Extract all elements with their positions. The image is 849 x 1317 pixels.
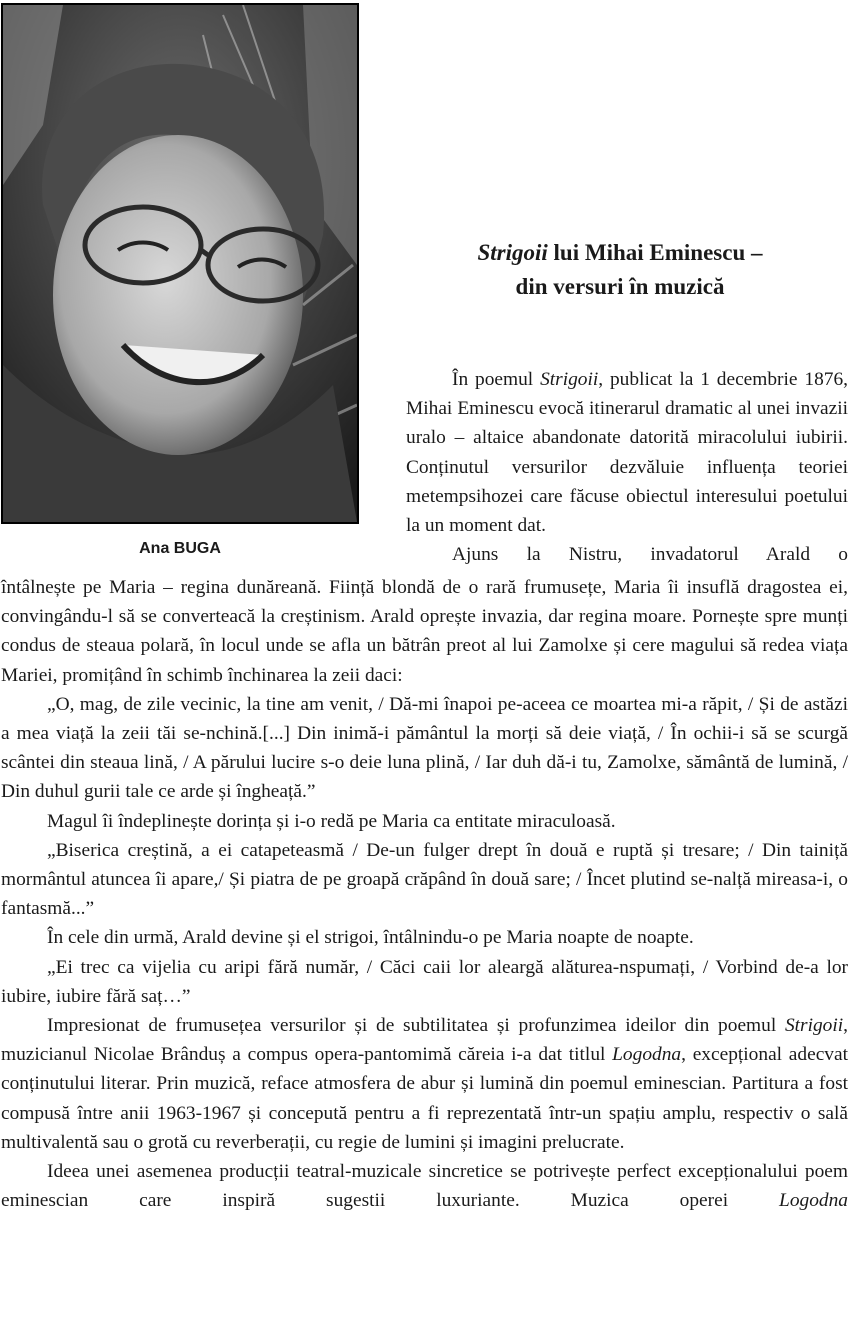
title-line-2: din versuri în muzică [515, 274, 725, 299]
p5-italic-logodna: Logodna [612, 1044, 682, 1066]
p6-italic-logodna: Logodna [779, 1190, 848, 1212]
quote-2: „Biserica creștină, a ei catapeteasmă / De-un fulger drept în două e ruptă și tresare; / Din tainiță mormântul atuncea îi apare,/ Și piatra de pe groapă crăpând în două sare; / Încet plutind se-nalță mireasa-i, o fantasmă...” [1, 839, 848, 920]
p6-text-a: Ideea unei asemenea producții teatral-muzicale sincretice se potrivește perfect excepționalului poem eminescian care inspiră sugestii luxuriante. Muzica operei [1, 1161, 848, 1212]
intro-text-a: În poemul [452, 369, 541, 390]
title-italic-word: Strigoii [477, 240, 548, 265]
author-photo [1, 3, 359, 524]
photo-caption: Ana BUGA [139, 540, 221, 557]
intro-italic: Strigoii [540, 369, 599, 390]
paragraph-2-start: Ajuns la Nistru, invadatorul Arald o [452, 544, 848, 566]
portrait-image [3, 5, 357, 522]
paragraph-3: Magul îi îndeplinește dorința și i-o redă pe Maria ca entitate miraculoasă. [47, 810, 616, 832]
p5-italic-strigoii: Strigoii [784, 1015, 844, 1037]
intro-paragraph [406, 365, 848, 540]
paragraph-2-cont: întâlnește pe Maria – regina dunăreană. Ființă blondă de o rară frumusețe, Maria îi insuflă dragostea ei, convingându-l să se converteacă la creștinism. Arald oprește invazia, dar regina moare. Pornește spre munți condus de steaua polară, în locul unde se afla un bătrân preot al lui Zamolxe și cere magului să redea viața Mariei, promițând în schimb închinarea la zeii daci: [1, 577, 848, 686]
paragraph-6 [1, 1157, 848, 1215]
intro-column [406, 365, 848, 569]
paragraph-4: În cele din urmă, Arald devine și el strigoi, întâlnindu-o pe Maria noapte de noapte. [47, 927, 694, 949]
body-text [1, 573, 848, 1215]
p5-text-a: Impresionat de frumusețea versurilor și de subtilitatea și profunzimea ideilor din poemul [47, 1015, 785, 1037]
title-line-1 [392, 236, 848, 270]
paragraph-5 [1, 1011, 848, 1157]
article-title [392, 236, 848, 304]
p5-text-e: , excepțional adecvat conținutului literar. Prin muzică, reface atmosfera de abur și lumină din poemul eminescian. Partitura a fost compusă între anii 1963-1967 și concepută pentru a fi reprezentată într-un spațiu amplu, respectiv o sală multivalentă sau o grotă cu reverberații, cu regie de lumini și imagini prelucrate. [1, 1044, 848, 1153]
p5-text-c: , muzicianul Nicolae Brânduș a compus opera-pantomimă căreia i-a dat titlul [1, 1015, 848, 1066]
quote-3: „Ei trec ca vijelia cu aripi fără număr, / Căci caii lor aleargă alăturea-nspumați, / Vorbind de-a lor iubire, iubire fără saț…” [1, 956, 848, 1007]
quote-1: „O, mag, de zile vecinic, la tine am venit, / Dă-mi înapoi pe-aceea ce moartea mi-a răpit, / Și de astăzi a mea viață la zeii tăi se-nchină.[...] Din inimă-i pământul la morți să deie viață, / În ochii-i să se scurgă scântei din steaua lină, / A părului lucire s-o deie luna plină, / Iar duh dă-i tu, Zamolxe, sământă de lumină, / Din duhul gurii tale ce arde și îngheață.” [1, 693, 848, 803]
title-rest: lui Mihai Eminescu – [547, 240, 763, 265]
intro-text-c: , publicat la 1 decembrie 1876, Mihai Eminescu evocă itinerarul dramatic al unei invazii uralo – altaice abandonate datorită miracolului iubirii. Conținutul versurilor dezvăluie influența teoriei metempsihozei care făcuse obiectul interesului poetului la un moment dat. [406, 369, 849, 537]
